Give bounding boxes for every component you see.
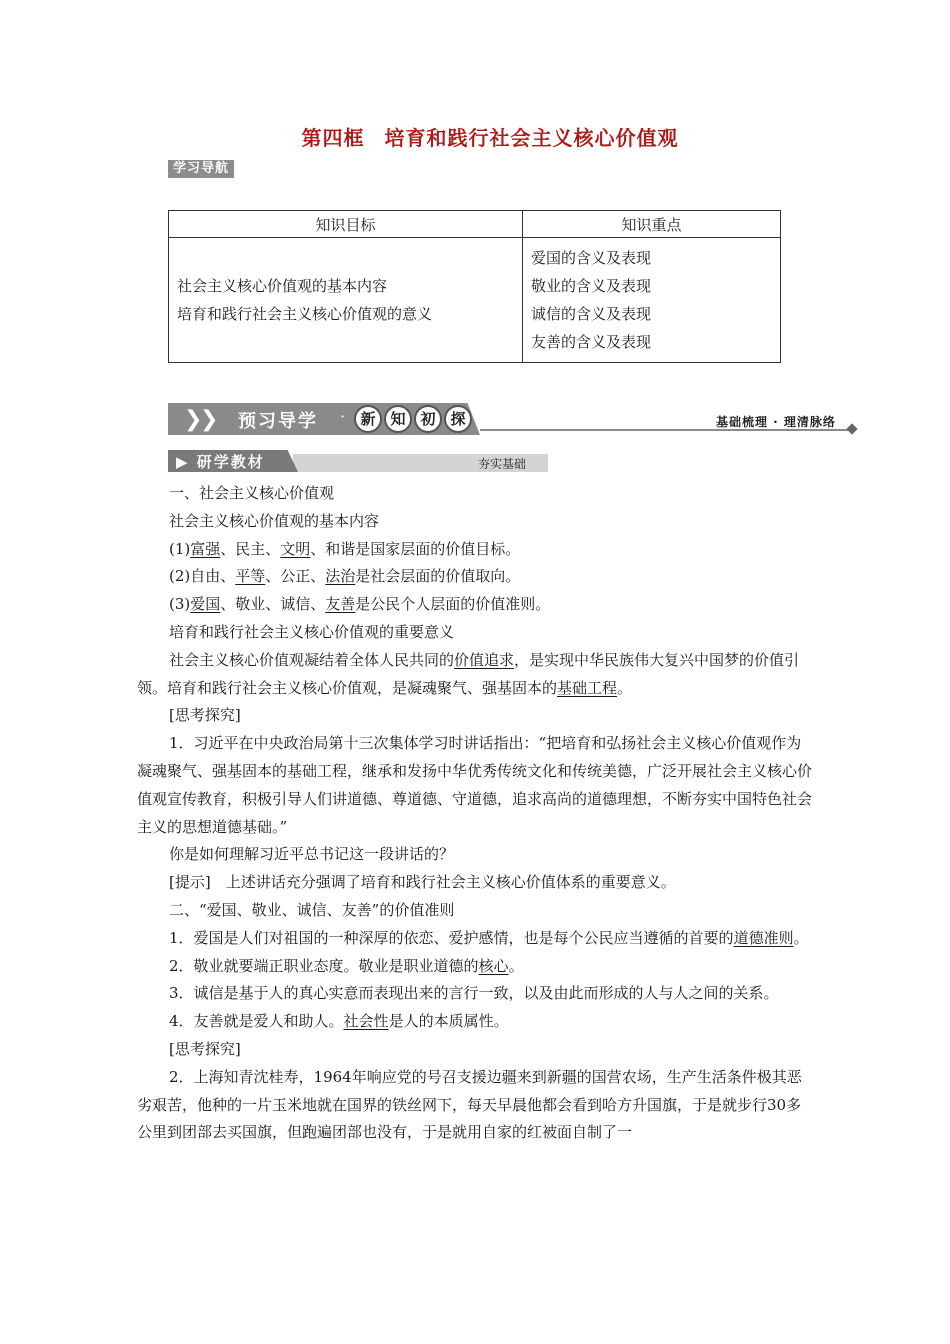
subheading: 培育和践行社会主义核心价值观的重要意义 [169,622,455,641]
diamond-icon [846,423,857,434]
think-label: [思考探究] [169,706,241,725]
table-header: 知识重点 [523,211,781,238]
paragraph: 4．友善就是爱人和助人。社会性是人的本质属性。 [169,1012,509,1031]
circle-char: 新 [354,405,382,433]
question: 你是如何理解习近平总书记这一段讲话的？ [169,845,455,864]
keypoint-item: 敬业的含义及表现 [531,277,652,295]
banner-circles [354,405,472,433]
target-item: 社会主义核心价值观的基本内容 [177,277,388,295]
section-heading: 一、社会主义核心价值观 [169,484,335,502]
paragraph: 3．诚信是基于人的真心实意而表现出来的言行一致，以及由此而形成的人与人之间的关系。 [169,984,779,1003]
paragraph: 2．敬业就要端正职业态度。敬业是职业道德的核心。 [169,956,524,975]
target-item: 培育和践行社会主义核心价值观的意义 [177,305,433,323]
banner-title: 预习导学 [238,411,318,432]
question: 1．习近平在中央政治局第十三次集体学习时讲话指出：“把培育和弘扬社会主义核心价值观作为凝魂聚气、强基固本的基础工程，继承和发扬中华优秀传统文化和传统美德，广泛开展社会主义核心价值观宣传教育，积极引导人们讲道德、尊道德、守道德，追求高尚的道德理想，不断夯实中国特色社会主义的思想道德基础。” [137,734,813,836]
sub-banner-title: ▶ 研学教材 [176,453,265,471]
keypoints-cell [523,238,781,363]
chevron-right-icon: ❯ [200,407,219,432]
paragraph: 1．爱国是人们对祖国的一种深厚的依恋、爱护感情，也是每个公民应当遵循的首要的道德准则。 [169,928,809,947]
think-label: [思考探究] [169,1039,241,1058]
chevron-right-icon: ❯ [184,407,203,432]
study-material-banner [168,450,548,472]
keypoint-item: 诚信的含义及表现 [531,305,652,323]
list-item: (1)富强、民主、文明、和谐是国家层面的价值目标。 [169,539,521,558]
keypoint-item: 友善的含义及表现 [531,333,652,351]
subheading: 社会主义核心价值观的基本内容 [169,511,380,530]
circle-char: 初 [414,405,442,433]
study-guide-badge: 学习导航 [168,160,234,178]
circle-char: 知 [384,405,412,433]
knowledge-goals-table [168,210,781,363]
banner-subtitle: 基础梳理 · 理清脉络 [716,415,836,429]
hint: [提示] 上述讲话充分强调了培育和践行社会主义核心价值体系的重要意义。 [169,873,676,892]
content-body [137,480,813,1147]
sub-banner-subtitle: 夯实基础 [478,457,527,471]
circle-char: 探 [444,405,472,433]
keypoint-item: 爱国的含义及表现 [531,249,652,267]
question: 2．上海知青沈桂寿，1964年响应党的号召支援边疆来到新疆的国营农场，生产生活条件极其恶劣艰苦，他种的一片玉米地就在国界的铁丝网下，每天早晨他都会看到哈方升国旗，于是就步行30多公里到团部去买国旗，但跑遍团部也没有，于是就用自家的红被面自制了一 [137,1067,802,1142]
section-heading: 二、“爱国、敬业、诚信、友善”的价值准则 [169,900,455,919]
preview-section-banner [168,403,860,435]
banner-dot: · [340,407,346,426]
list-item: (2)自由、平等、公正、法治是社会层面的价值取向。 [169,567,521,586]
targets-cell [169,238,523,363]
table-header: 知识目标 [169,211,523,238]
list-item: (3)爱国、敬业、诚信、友善是公民个人层面的价值准则。 [169,595,551,614]
page-title: 第四框 培育和践行社会主义核心价值观 [301,126,679,150]
paragraph: 社会主义核心价值观凝结着全体人民共同的价值追求，是实现中华民族伟大复兴中国梦的价值引领。培育和践行社会主义核心价值观，是凝魂聚气、强基固本的基础工程。 [137,650,800,697]
